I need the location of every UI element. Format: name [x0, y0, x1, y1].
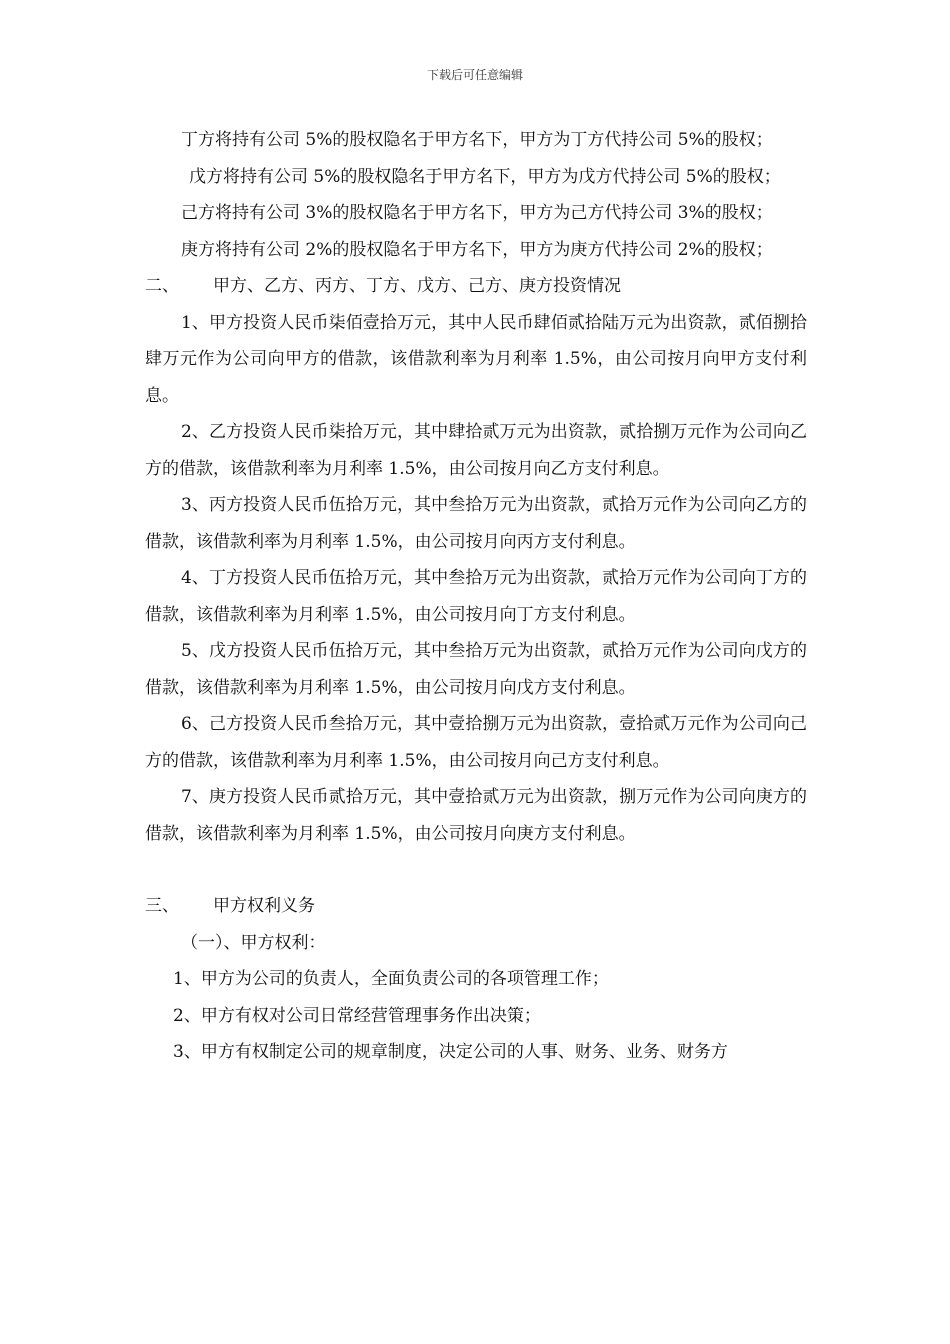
page-header: 下载后可任意编辑 [426, 68, 523, 82]
investment-item-1: 1、甲方投资人民币柒佰壹拾万元，其中人民币肆佰贰拾陆万元为出资款，贰佰捌拾肆万元作为公司向甲方的借款，该借款利率为月利率 1.5%，由公司按月向甲方支付利息。 [145, 312, 807, 406]
section-3-subheading: （一）、甲方权利： [181, 932, 326, 953]
investment-item-2: 2、乙方投资人民币柒拾万元，其中肆拾贰万元为出资款，贰拾捌万元作为公司向乙方的借款，该借款利率为月利率 1.5%，由公司按月向乙方支付利息。 [145, 422, 807, 479]
blank-line [145, 852, 807, 888]
investment-item-3: 3、丙方投资人民币伍拾万元，其中叁拾万元为出资款，贰拾万元作为公司向乙方的借款，该借款利率为月利率 1.5%，由公司按月向丙方支付利息。 [145, 495, 807, 552]
investment-item-7: 7、庚方投资人民币贰拾万元，其中壹拾贰万元为出资款，捌万元作为公司向庚方的借款，该借款利率为月利率 1.5%，由公司按月向庚方支付利息。 [145, 787, 807, 844]
paragraph-wu: 戊方将持有公司 5%的股权隐名于甲方名下，甲方为戊方代持公司 5%的股权； [189, 166, 781, 187]
investment-item-4: 4、丁方投资人民币伍拾万元，其中叁拾万元为出资款，贰拾万元作为公司向丁方的借款，该借款利率为月利率 1.5%，由公司按月向丁方支付利息。 [145, 568, 807, 625]
paragraph-geng: 庚方将持有公司 2%的股权隐名于甲方名下，甲方为庚方代持公司 2%的股权； [181, 239, 773, 260]
investment-item-6: 6、己方投资人民币叁拾万元，其中壹拾捌万元为出资款，壹拾贰万元作为公司向己方的借款，该借款利率为月利率 1.5%，由公司按月向己方支付利息。 [145, 714, 807, 771]
section-3-number: 三、 [145, 896, 179, 916]
right-item-1: 1、甲方为公司的负责人，全面负责公司的各项管理工作； [173, 969, 609, 989]
right-item-3: 3、甲方有权制定公司的规章制度，决定公司的人事、财务、业务、财务方 [173, 1042, 728, 1062]
right-item-2: 2、甲方有权对公司日常经营管理事务作出决策； [173, 1005, 541, 1026]
section-2-heading [145, 268, 807, 305]
section-3-title: 甲方权利义务 [213, 896, 315, 916]
section-2-title: 甲方、乙方、丙方、丁方、戊方、己方、庚方投资情况 [213, 276, 621, 296]
paragraph-ding: 丁方将持有公司 5%的股权隐名于甲方名下，甲方为丁方代持公司 5%的股权； [181, 130, 773, 150]
document-body [145, 122, 807, 1071]
section-2-number: 二、 [145, 276, 179, 296]
paragraph-ji: 己方将持有公司 3%的股权隐名于甲方名下，甲方为己方代持公司 3%的股权； [181, 203, 773, 223]
investment-item-5: 5、戊方投资人民币伍拾万元，其中叁拾万元为出资款，贰拾万元作为公司向戊方的借款，该借款利率为月利率 1.5%，由公司按月向戊方支付利息。 [145, 641, 807, 698]
section-3-heading [145, 888, 807, 925]
